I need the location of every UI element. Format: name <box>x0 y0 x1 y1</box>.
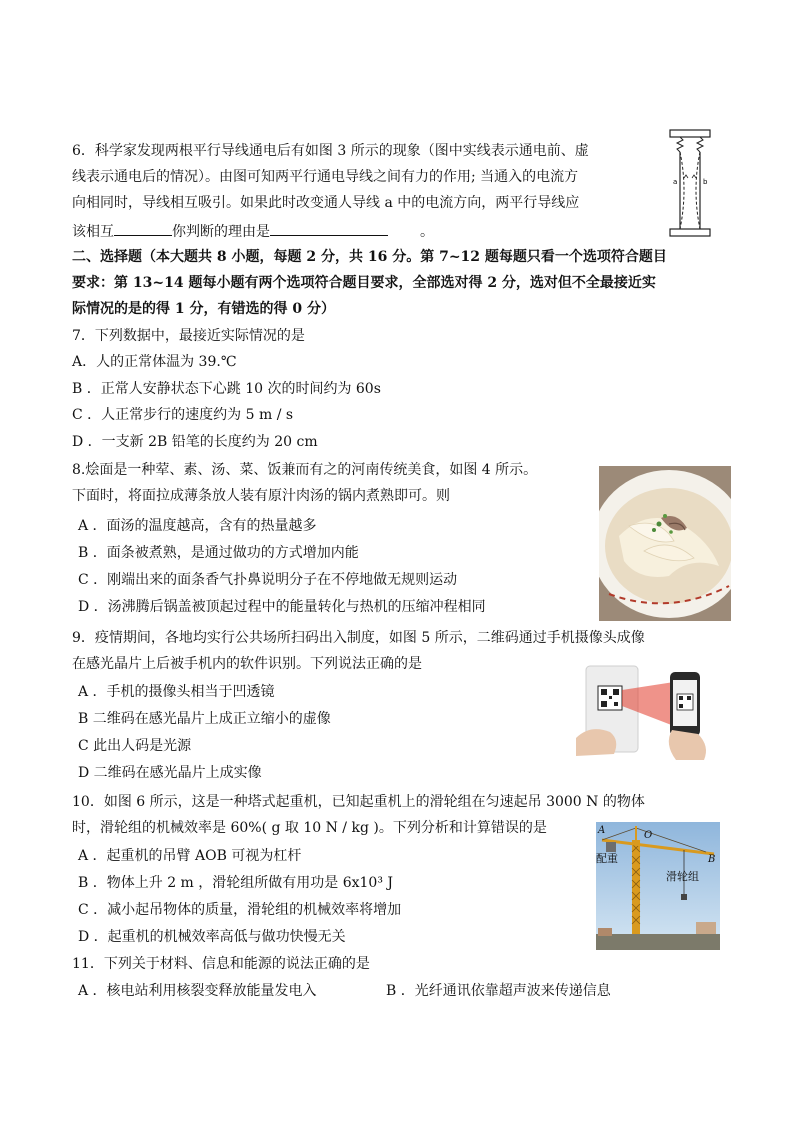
answer-blank-1[interactable] <box>114 220 172 236</box>
answer-blank-2[interactable] <box>270 220 388 236</box>
q6-line-2: 线表示通电后的情况）。由图可知两平行通电导线之间有力的作用; 当通入的电流方 <box>72 169 579 185</box>
noodle-bowl-image <box>599 466 731 621</box>
q6-text-a: 该相互 <box>72 224 114 240</box>
crane-point-o-label: O <box>644 830 653 841</box>
q11-option-b[interactable]: B ．光纤通讯依靠超声波来传递信息 <box>386 983 611 999</box>
q10-option-c[interactable]: C ．减小起吊物体的质量，滑轮组的机械效率将增加 <box>78 902 402 918</box>
q9-line-1: 9．疫情期间，各地均实行公共场所扫码出入制度，如图 5 所示，二维码通过手机摄像头成像 <box>72 630 645 646</box>
q8-line-1: 8.烩面是一种荤、素、汤、菜、饭兼而有之的河南传统美食，如图 4 所示。 <box>72 462 538 478</box>
q10-line-1: 10．如图 6 所示，这是一种塔式起重机，已知起重机上的滑轮组在匀速起吊 3000 N 的物体 <box>72 794 645 810</box>
q7-option-b[interactable]: B ．正常人安静状态下心跳 10 次的时间约为 60s <box>72 381 381 397</box>
q9-option-d[interactable]: D 二维码在感光晶片上成实像 <box>78 765 262 781</box>
q10-option-a[interactable]: A ．起重机的吊臂 AOB 可视为杠杆 <box>78 848 302 864</box>
q6-line-4 <box>72 220 434 242</box>
q8-option-d[interactable]: D ．汤沸腾后锅盖被顶起过程中的能量转化与热机的压缩冲程相同 <box>78 599 486 615</box>
q10-line-2: 时，滑轮组的机械效率是 60%( g 取 10 N / kg )。下列分析和计算错误的是 <box>72 820 547 836</box>
q8-option-a[interactable]: A ．面汤的温度越高，含有的热量越多 <box>78 518 317 534</box>
q10-option-b[interactable]: B ．物体上升 2 m ，滑轮组所做有用功是 6x10³ J <box>78 875 394 891</box>
figure-6-tower-crane-photo <box>596 822 720 950</box>
q7-option-a[interactable]: A．人的正常体温为 39.℃ <box>72 354 237 370</box>
qr-scan-image <box>576 660 712 764</box>
q8-line-2: 下面时，将面拉成薄条放人装有原汁肉汤的锅内煮熟即可。则 <box>72 488 450 504</box>
q9-option-b[interactable]: B 二维码在感光晶片上成正立缩小的虚像 <box>78 711 331 727</box>
tower-crane-image <box>596 822 720 950</box>
q9-option-a[interactable]: A ．手机的摄像头相当于凹透镜 <box>78 684 275 700</box>
pulley-block-label: 滑轮组 <box>666 870 699 883</box>
figure-3-parallel-wires <box>668 128 712 240</box>
q7-stem: 7．下列数据中，最接近实际情况的是 <box>72 328 305 344</box>
q11-option-a[interactable]: A ．核电站利用核裂变释放能量发电入 <box>78 983 317 999</box>
q9-option-c[interactable]: C 此出人码是光源 <box>78 738 192 754</box>
q8-option-c[interactable]: C ．刚端出来的面条香气扑鼻说明分子在不停地做无规则运动 <box>78 572 458 588</box>
q6-text-b: 你判断的理由是 <box>172 224 270 240</box>
q10-option-d[interactable]: D ．起重机的机械效率高低与做功快慢无关 <box>78 929 346 945</box>
q6-line-3: 向相同时，导线相互吸引。如果此时改变通人导线 a 中的电流方向，两平行导线应 <box>72 195 580 211</box>
parallel-wires-diagram <box>668 128 712 240</box>
counterweight-label: 配重 <box>596 852 618 865</box>
section-2-header-line-3: 际情况的是的得 1 分，有错选的得 0 分） <box>72 301 335 317</box>
q8-option-b[interactable]: B ．面条被煮熟，是通过做功的方式增加内能 <box>78 545 359 561</box>
figure-4-noodle-bowl-photo <box>599 466 731 621</box>
q7-option-d[interactable]: D ．一支新 2B 铅笔的长度约为 20 cm <box>72 434 318 450</box>
crane-point-a-label: A <box>598 825 606 836</box>
q6-text-c: 。 <box>420 224 434 240</box>
crane-point-b-label: B <box>708 854 716 865</box>
wire-a-label: a <box>673 178 678 186</box>
q6-line-1: 6．科学家发现两根平行导线通电后有如图 3 所示的现象（图中实线表示通电前、虚 <box>72 143 589 159</box>
q7-option-c[interactable]: C ．人正常步行的速度约为 5 m / s <box>72 407 294 423</box>
figure-5-qr-scan-photo <box>576 660 712 764</box>
section-2-header-line-1: 二、选择题（本大题共 8 小题，每题 2 分，共 16 分。第 7~12 题每题只看一个选项符合题目 <box>72 249 667 265</box>
section-2-header-line-2: 要求：第 13~14 题每小题有两个选项符合题目要求，全部选对得 2 分，选对但不全最接近实 <box>72 275 656 291</box>
q9-line-2: 在感光晶片上后被手机内的软件识别。下列说法正确的是 <box>72 656 422 672</box>
q11-stem: 11．下列关于材料、信息和能源的说法正确的是 <box>72 956 370 972</box>
wire-b-label: b <box>703 178 708 186</box>
